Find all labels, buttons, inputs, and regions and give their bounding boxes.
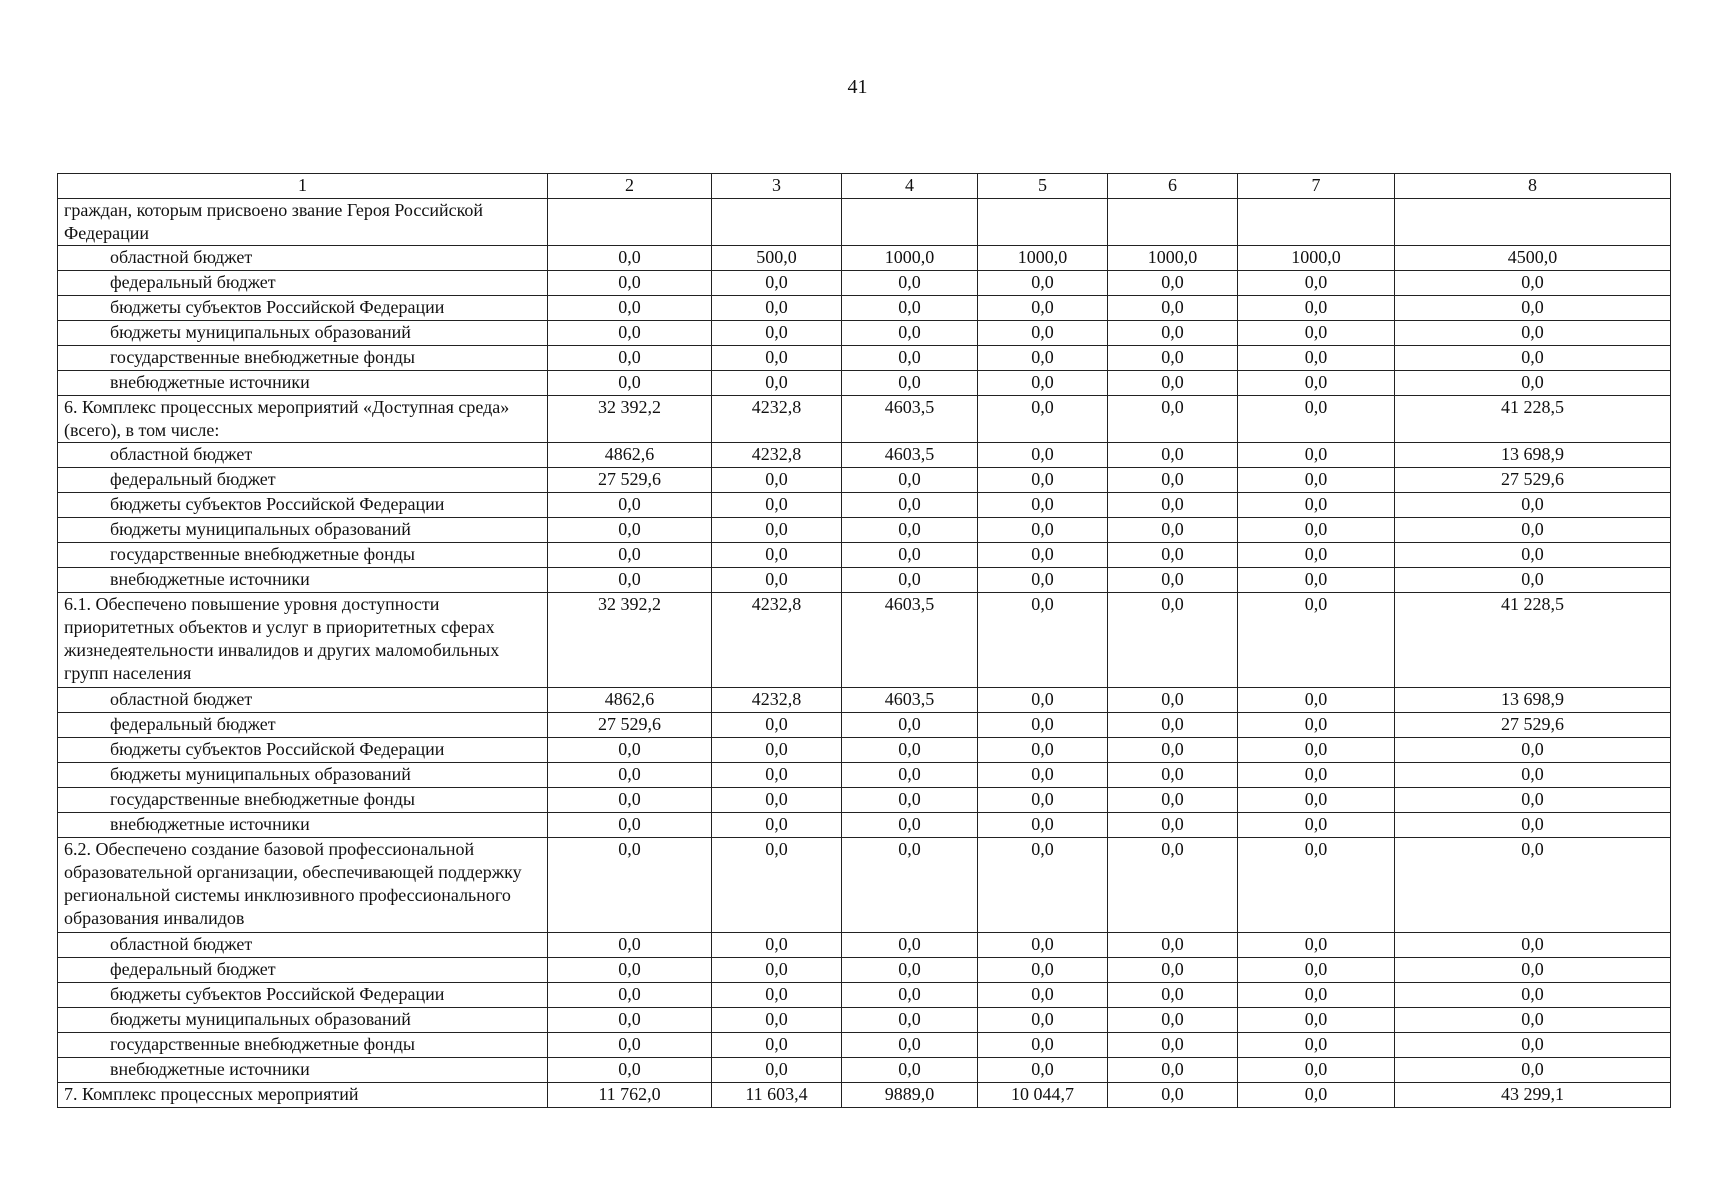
value-cell: 0,0 bbox=[978, 958, 1108, 983]
row-label: бюджеты субъектов Российской Федерации bbox=[58, 738, 548, 763]
column-header-row bbox=[58, 174, 1671, 199]
source-row bbox=[58, 688, 1671, 713]
value-cell: 32 392,2 bbox=[548, 396, 712, 443]
value-cell: 0,0 bbox=[1238, 346, 1395, 371]
value-cell: 0,0 bbox=[842, 371, 978, 396]
value-cell: 0,0 bbox=[1108, 688, 1238, 713]
value-cell: 0,0 bbox=[842, 813, 978, 838]
value-cell: 0,0 bbox=[842, 321, 978, 346]
source-row bbox=[58, 958, 1671, 983]
value-cell: 0,0 bbox=[712, 763, 842, 788]
section-row bbox=[58, 1083, 1671, 1108]
row-label: граждан, которым присвоено звание Героя Российской Федерации bbox=[58, 199, 548, 246]
value-cell: 0,0 bbox=[1238, 396, 1395, 443]
value-cell: 0,0 bbox=[1395, 788, 1671, 813]
row-label: бюджеты муниципальных образований bbox=[58, 763, 548, 788]
row-label: федеральный бюджет bbox=[58, 958, 548, 983]
value-cell: 0,0 bbox=[978, 568, 1108, 593]
value-cell: 0,0 bbox=[978, 271, 1108, 296]
value-cell: 1000,0 bbox=[842, 246, 978, 271]
value-cell: 4232,8 bbox=[712, 443, 842, 468]
section-row bbox=[58, 838, 1671, 933]
value-cell: 0,0 bbox=[1108, 838, 1238, 933]
value-cell: 0,0 bbox=[978, 346, 1108, 371]
row-label: федеральный бюджет bbox=[58, 271, 548, 296]
value-cell: 27 529,6 bbox=[548, 713, 712, 738]
value-cell: 0,0 bbox=[842, 346, 978, 371]
value-cell: 4603,5 bbox=[842, 396, 978, 443]
value-cell: 0,0 bbox=[1238, 1033, 1395, 1058]
value-cell: 0,0 bbox=[978, 1058, 1108, 1083]
row-label: государственные внебюджетные фонды bbox=[58, 543, 548, 568]
row-label: внебюджетные источники bbox=[58, 1058, 548, 1083]
value-cell: 0,0 bbox=[1108, 713, 1238, 738]
value-cell: 4603,5 bbox=[842, 443, 978, 468]
row-label: 6. Комплекс процессных мероприятий «Доступная среда» (всего), в том числе: bbox=[58, 396, 548, 443]
value-cell: 0,0 bbox=[978, 933, 1108, 958]
row-label: областной бюджет bbox=[58, 246, 548, 271]
value-cell: 9889,0 bbox=[842, 1083, 978, 1108]
row-label: федеральный бюджет bbox=[58, 468, 548, 493]
source-row bbox=[58, 296, 1671, 321]
value-cell: 0,0 bbox=[712, 321, 842, 346]
column-header: 7 bbox=[1238, 174, 1395, 199]
source-row bbox=[58, 568, 1671, 593]
value-cell: 0,0 bbox=[712, 543, 842, 568]
value-cell: 0,0 bbox=[712, 1008, 842, 1033]
value-cell: 0,0 bbox=[842, 568, 978, 593]
value-cell: 0,0 bbox=[842, 468, 978, 493]
source-row bbox=[58, 763, 1671, 788]
column-header: 3 bbox=[712, 174, 842, 199]
value-cell: 0,0 bbox=[842, 763, 978, 788]
source-row bbox=[58, 1058, 1671, 1083]
value-cell: 0,0 bbox=[712, 958, 842, 983]
source-row bbox=[58, 983, 1671, 1008]
value-cell: 0,0 bbox=[842, 713, 978, 738]
value-cell: 43 299,1 bbox=[1395, 1083, 1671, 1108]
value-cell: 0,0 bbox=[1238, 1008, 1395, 1033]
value-cell: 0,0 bbox=[1238, 933, 1395, 958]
value-cell: 0,0 bbox=[842, 1033, 978, 1058]
column-header: 2 bbox=[548, 174, 712, 199]
value-cell: 0,0 bbox=[1395, 813, 1671, 838]
row-label: 7. Комплекс процессных мероприятий bbox=[58, 1083, 548, 1108]
value-cell: 0,0 bbox=[1395, 568, 1671, 593]
value-cell: 0,0 bbox=[1238, 983, 1395, 1008]
value-cell: 0,0 bbox=[548, 813, 712, 838]
value-cell: 0,0 bbox=[1395, 738, 1671, 763]
source-row bbox=[58, 346, 1671, 371]
value-cell: 0,0 bbox=[1238, 543, 1395, 568]
budget-table-body bbox=[58, 174, 1671, 1108]
value-cell: 0,0 bbox=[548, 763, 712, 788]
row-label: внебюджетные источники bbox=[58, 813, 548, 838]
value-cell: 0,0 bbox=[978, 518, 1108, 543]
value-cell: 0,0 bbox=[1108, 321, 1238, 346]
value-cell: 11 603,4 bbox=[712, 1083, 842, 1108]
row-label: бюджеты муниципальных образований bbox=[58, 518, 548, 543]
value-cell: 0,0 bbox=[1395, 1008, 1671, 1033]
row-label: областной бюджет bbox=[58, 443, 548, 468]
value-cell: 0,0 bbox=[1395, 296, 1671, 321]
value-cell: 0,0 bbox=[1238, 443, 1395, 468]
value-cell: 0,0 bbox=[978, 296, 1108, 321]
source-row bbox=[58, 518, 1671, 543]
section-row bbox=[58, 199, 1671, 246]
value-cell: 0,0 bbox=[712, 371, 842, 396]
value-cell: 0,0 bbox=[1395, 518, 1671, 543]
value-cell: 4232,8 bbox=[712, 396, 842, 443]
value-cell: 0,0 bbox=[1238, 371, 1395, 396]
value-cell: 0,0 bbox=[978, 713, 1108, 738]
value-cell: 0,0 bbox=[842, 493, 978, 518]
row-label: бюджеты муниципальных образований bbox=[58, 321, 548, 346]
source-row bbox=[58, 493, 1671, 518]
value-cell: 0,0 bbox=[1395, 1058, 1671, 1083]
value-cell: 0,0 bbox=[1108, 593, 1238, 688]
row-label: внебюджетные источники bbox=[58, 568, 548, 593]
value-cell: 0,0 bbox=[1108, 1083, 1238, 1108]
value-cell: 0,0 bbox=[842, 543, 978, 568]
value-cell: 0,0 bbox=[712, 568, 842, 593]
value-cell: 11 762,0 bbox=[548, 1083, 712, 1108]
value-cell: 13 698,9 bbox=[1395, 688, 1671, 713]
value-cell: 0,0 bbox=[1395, 346, 1671, 371]
row-label: государственные внебюджетные фонды bbox=[58, 1033, 548, 1058]
value-cell: 0,0 bbox=[1108, 396, 1238, 443]
row-label: 6.1. Обеспечено повышение уровня доступности приоритетных объектов и услуг в приоритетных сферах жизнедеятельности инвалидов и других маломобильных групп населения bbox=[58, 593, 548, 688]
value-cell bbox=[1108, 199, 1238, 246]
value-cell: 0,0 bbox=[548, 1008, 712, 1033]
value-cell: 0,0 bbox=[1395, 371, 1671, 396]
value-cell: 0,0 bbox=[712, 933, 842, 958]
row-label: государственные внебюджетные фонды bbox=[58, 346, 548, 371]
value-cell: 0,0 bbox=[1238, 813, 1395, 838]
value-cell: 27 529,6 bbox=[1395, 468, 1671, 493]
source-row bbox=[58, 543, 1671, 568]
source-row bbox=[58, 271, 1671, 296]
value-cell: 0,0 bbox=[1108, 543, 1238, 568]
value-cell: 0,0 bbox=[1238, 568, 1395, 593]
value-cell: 0,0 bbox=[1238, 593, 1395, 688]
value-cell: 4862,6 bbox=[548, 443, 712, 468]
value-cell: 0,0 bbox=[1395, 933, 1671, 958]
value-cell: 0,0 bbox=[1238, 713, 1395, 738]
value-cell: 0,0 bbox=[1108, 738, 1238, 763]
value-cell: 0,0 bbox=[712, 1033, 842, 1058]
value-cell: 0,0 bbox=[842, 271, 978, 296]
value-cell: 0,0 bbox=[548, 568, 712, 593]
value-cell: 0,0 bbox=[1108, 983, 1238, 1008]
value-cell: 13 698,9 bbox=[1395, 443, 1671, 468]
value-cell: 0,0 bbox=[548, 738, 712, 763]
value-cell: 0,0 bbox=[842, 788, 978, 813]
value-cell: 27 529,6 bbox=[1395, 713, 1671, 738]
value-cell: 0,0 bbox=[1395, 543, 1671, 568]
value-cell: 0,0 bbox=[712, 788, 842, 813]
value-cell: 0,0 bbox=[1238, 763, 1395, 788]
value-cell bbox=[1238, 199, 1395, 246]
row-label: областной бюджет bbox=[58, 933, 548, 958]
value-cell: 0,0 bbox=[978, 813, 1108, 838]
value-cell: 0,0 bbox=[1238, 688, 1395, 713]
value-cell: 0,0 bbox=[978, 321, 1108, 346]
source-row bbox=[58, 371, 1671, 396]
value-cell: 0,0 bbox=[1238, 271, 1395, 296]
value-cell: 0,0 bbox=[978, 688, 1108, 713]
value-cell: 0,0 bbox=[712, 518, 842, 543]
value-cell: 0,0 bbox=[978, 371, 1108, 396]
value-cell: 0,0 bbox=[1108, 271, 1238, 296]
value-cell: 0,0 bbox=[1108, 958, 1238, 983]
value-cell: 0,0 bbox=[548, 933, 712, 958]
value-cell: 0,0 bbox=[1108, 296, 1238, 321]
value-cell: 0,0 bbox=[548, 271, 712, 296]
source-row bbox=[58, 246, 1671, 271]
value-cell: 0,0 bbox=[712, 468, 842, 493]
row-label: бюджеты муниципальных образований bbox=[58, 1008, 548, 1033]
section-row bbox=[58, 593, 1671, 688]
value-cell: 0,0 bbox=[1108, 1033, 1238, 1058]
value-cell: 0,0 bbox=[548, 1033, 712, 1058]
value-cell: 0,0 bbox=[548, 371, 712, 396]
value-cell: 1000,0 bbox=[1238, 246, 1395, 271]
value-cell: 0,0 bbox=[978, 838, 1108, 933]
value-cell: 0,0 bbox=[1238, 321, 1395, 346]
source-row bbox=[58, 813, 1671, 838]
row-label: государственные внебюджетные фонды bbox=[58, 788, 548, 813]
value-cell: 0,0 bbox=[1395, 763, 1671, 788]
value-cell: 0,0 bbox=[842, 518, 978, 543]
value-cell: 0,0 bbox=[978, 763, 1108, 788]
value-cell: 0,0 bbox=[1395, 958, 1671, 983]
value-cell: 0,0 bbox=[978, 738, 1108, 763]
value-cell: 0,0 bbox=[842, 958, 978, 983]
source-row bbox=[58, 1008, 1671, 1033]
value-cell: 0,0 bbox=[548, 518, 712, 543]
row-label: бюджеты субъектов Российской Федерации bbox=[58, 493, 548, 518]
value-cell: 0,0 bbox=[1238, 296, 1395, 321]
value-cell: 0,0 bbox=[548, 493, 712, 518]
value-cell: 0,0 bbox=[712, 838, 842, 933]
value-cell: 27 529,6 bbox=[548, 468, 712, 493]
value-cell: 0,0 bbox=[842, 933, 978, 958]
value-cell: 0,0 bbox=[712, 713, 842, 738]
value-cell: 0,0 bbox=[1238, 1058, 1395, 1083]
source-row bbox=[58, 738, 1671, 763]
value-cell: 0,0 bbox=[978, 1008, 1108, 1033]
value-cell bbox=[978, 199, 1108, 246]
value-cell: 0,0 bbox=[1108, 568, 1238, 593]
value-cell: 32 392,2 bbox=[548, 593, 712, 688]
value-cell: 0,0 bbox=[1395, 321, 1671, 346]
value-cell: 0,0 bbox=[1108, 788, 1238, 813]
value-cell: 0,0 bbox=[548, 838, 712, 933]
value-cell: 0,0 bbox=[1108, 1058, 1238, 1083]
value-cell: 0,0 bbox=[1108, 1008, 1238, 1033]
value-cell: 0,0 bbox=[1238, 493, 1395, 518]
value-cell: 0,0 bbox=[712, 738, 842, 763]
value-cell: 0,0 bbox=[1395, 493, 1671, 518]
value-cell: 0,0 bbox=[548, 1058, 712, 1083]
value-cell: 0,0 bbox=[978, 1033, 1108, 1058]
value-cell: 0,0 bbox=[1395, 838, 1671, 933]
value-cell: 0,0 bbox=[712, 271, 842, 296]
value-cell bbox=[712, 199, 842, 246]
value-cell: 0,0 bbox=[712, 346, 842, 371]
column-header: 8 bbox=[1395, 174, 1671, 199]
value-cell: 0,0 bbox=[548, 958, 712, 983]
value-cell: 0,0 bbox=[978, 468, 1108, 493]
value-cell: 0,0 bbox=[978, 443, 1108, 468]
row-label: бюджеты субъектов Российской Федерации bbox=[58, 296, 548, 321]
value-cell: 0,0 bbox=[712, 493, 842, 518]
value-cell: 0,0 bbox=[1395, 983, 1671, 1008]
source-row bbox=[58, 321, 1671, 346]
value-cell: 0,0 bbox=[978, 543, 1108, 568]
value-cell: 0,0 bbox=[978, 983, 1108, 1008]
value-cell: 0,0 bbox=[978, 788, 1108, 813]
value-cell: 0,0 bbox=[548, 543, 712, 568]
value-cell: 0,0 bbox=[978, 493, 1108, 518]
value-cell: 0,0 bbox=[548, 321, 712, 346]
value-cell: 4500,0 bbox=[1395, 246, 1671, 271]
value-cell: 0,0 bbox=[548, 346, 712, 371]
column-header: 1 bbox=[58, 174, 548, 199]
value-cell: 0,0 bbox=[712, 296, 842, 321]
value-cell: 0,0 bbox=[1108, 763, 1238, 788]
value-cell: 0,0 bbox=[548, 296, 712, 321]
value-cell: 0,0 bbox=[842, 296, 978, 321]
column-header: 6 bbox=[1108, 174, 1238, 199]
value-cell: 0,0 bbox=[712, 983, 842, 1008]
value-cell: 0,0 bbox=[1395, 271, 1671, 296]
value-cell: 0,0 bbox=[1238, 468, 1395, 493]
value-cell: 0,0 bbox=[548, 983, 712, 1008]
value-cell: 4232,8 bbox=[712, 593, 842, 688]
row-label: областной бюджет bbox=[58, 688, 548, 713]
value-cell: 0,0 bbox=[1108, 813, 1238, 838]
value-cell: 0,0 bbox=[1238, 518, 1395, 543]
value-cell: 4603,5 bbox=[842, 688, 978, 713]
value-cell bbox=[548, 199, 712, 246]
value-cell: 10 044,7 bbox=[978, 1083, 1108, 1108]
value-cell: 0,0 bbox=[712, 1058, 842, 1083]
value-cell: 41 228,5 bbox=[1395, 593, 1671, 688]
value-cell: 0,0 bbox=[1108, 371, 1238, 396]
value-cell: 0,0 bbox=[548, 788, 712, 813]
row-label: 6.2. Обеспечено создание базовой профессиональной образовательной организации, обеспечивающей поддержку региональной системы инклюзивного профессионального образования инвалидов bbox=[58, 838, 548, 933]
value-cell: 0,0 bbox=[1395, 1033, 1671, 1058]
source-row bbox=[58, 443, 1671, 468]
value-cell: 0,0 bbox=[1108, 468, 1238, 493]
row-label: бюджеты субъектов Российской Федерации bbox=[58, 983, 548, 1008]
value-cell: 0,0 bbox=[1238, 1083, 1395, 1108]
row-label: федеральный бюджет bbox=[58, 713, 548, 738]
value-cell bbox=[842, 199, 978, 246]
value-cell: 0,0 bbox=[1108, 443, 1238, 468]
section-row bbox=[58, 396, 1671, 443]
value-cell bbox=[1395, 199, 1671, 246]
value-cell: 0,0 bbox=[1238, 958, 1395, 983]
page-number: 41 bbox=[847, 76, 868, 98]
value-cell: 0,0 bbox=[842, 838, 978, 933]
value-cell: 4232,8 bbox=[712, 688, 842, 713]
value-cell: 0,0 bbox=[548, 246, 712, 271]
value-cell: 0,0 bbox=[1238, 738, 1395, 763]
value-cell: 0,0 bbox=[712, 813, 842, 838]
value-cell: 0,0 bbox=[1108, 518, 1238, 543]
value-cell: 0,0 bbox=[1108, 493, 1238, 518]
value-cell: 0,0 bbox=[978, 593, 1108, 688]
column-header: 4 bbox=[842, 174, 978, 199]
value-cell: 0,0 bbox=[1238, 788, 1395, 813]
value-cell: 0,0 bbox=[842, 1008, 978, 1033]
row-label: внебюджетные источники bbox=[58, 371, 548, 396]
value-cell: 1000,0 bbox=[978, 246, 1108, 271]
source-row bbox=[58, 713, 1671, 738]
value-cell: 1000,0 bbox=[1108, 246, 1238, 271]
column-header: 5 bbox=[978, 174, 1108, 199]
source-row bbox=[58, 1033, 1671, 1058]
value-cell: 0,0 bbox=[978, 396, 1108, 443]
value-cell: 0,0 bbox=[842, 1058, 978, 1083]
value-cell: 0,0 bbox=[1108, 346, 1238, 371]
value-cell: 0,0 bbox=[1108, 933, 1238, 958]
source-row bbox=[58, 933, 1671, 958]
value-cell: 0,0 bbox=[1238, 838, 1395, 933]
source-row bbox=[58, 468, 1671, 493]
value-cell: 4862,6 bbox=[548, 688, 712, 713]
value-cell: 500,0 bbox=[712, 246, 842, 271]
value-cell: 41 228,5 bbox=[1395, 396, 1671, 443]
value-cell: 0,0 bbox=[842, 738, 978, 763]
budget-table bbox=[57, 173, 1671, 1108]
value-cell: 0,0 bbox=[842, 983, 978, 1008]
value-cell: 4603,5 bbox=[842, 593, 978, 688]
source-row bbox=[58, 788, 1671, 813]
